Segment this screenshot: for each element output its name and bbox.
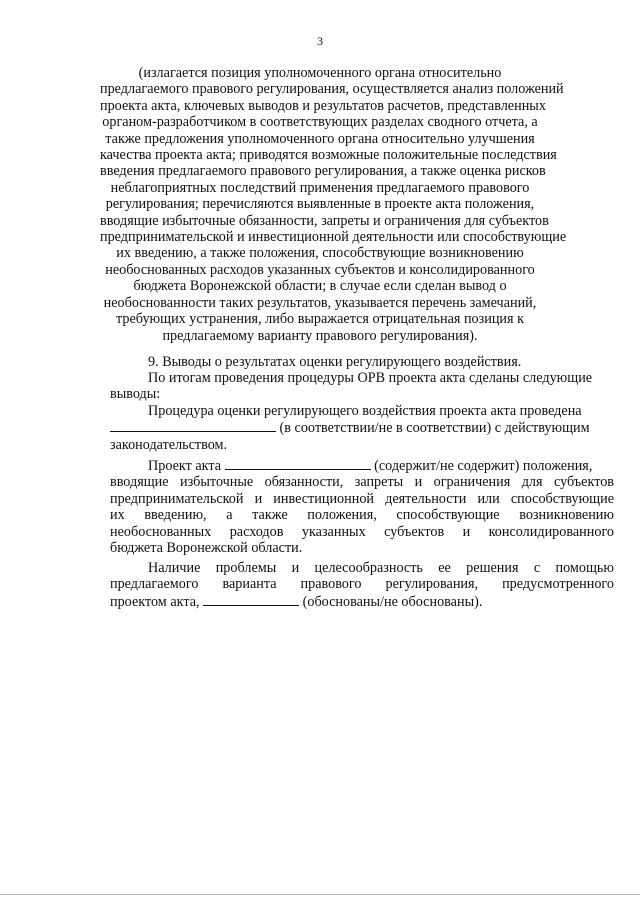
conclusions-intro-line: выводы: (110, 386, 161, 403)
page-number: 3 (317, 34, 323, 48)
note-line: вводящие избыточные обязанности, запреты и ограничения для субъектов (100, 212, 549, 229)
note-line: органом-разработчиком в соответствующих разделах сводного отчета, а (102, 114, 538, 131)
authority-position-note (100, 65, 567, 344)
note-line: неблагоприятных последствий применения предлагаемого правового (110, 179, 530, 196)
page-bottom-edge (0, 894, 640, 895)
project-act-conclusion (110, 457, 614, 556)
note-line: (излагается позиция уполномоченного органа относительно (138, 65, 502, 81)
procedure-line: законодательством. (110, 436, 228, 453)
note-line: введения предлагаемого правового регулирования, а также оценка рисков (100, 163, 546, 180)
procedure-line: Процедура оценки регулирующего воздействия проекта акта проведена (148, 403, 582, 419)
project-act-line: необоснованных расходов указанных субъектов и консолидированного (110, 523, 614, 540)
procedure-conclusion (110, 403, 614, 453)
note-line: их введению, а также положения, способствующие возникновению (116, 245, 524, 262)
note-line: качества проекта акта; приводятся возможные положительные последствия (100, 147, 557, 164)
problem-line: проектом акта, (обоснованы/не обоснованы). (110, 593, 483, 610)
note-line: регулирования; перечисляются выявленные в проекте акта положения, (105, 196, 535, 213)
section-9-heading-block (110, 354, 614, 370)
note-line: проекта акта, ключевых выводов и результатов расчетов, представленных (100, 97, 546, 114)
problem-line: предлагаемого варианта правового регулирования, предусмотренного (110, 576, 614, 593)
problem-conclusion (110, 560, 614, 610)
note-line: бюджета Воронежской области; в случае если сделан вывод о (133, 278, 507, 295)
project-act-line: их введению, а также положения, способствующие возникновению (110, 507, 614, 524)
section-heading: 9. Выводы о результатах оценки регулирующего воздействия. (148, 354, 522, 370)
conclusions-intro-line: По итогам проведения процедуры ОРВ проекта акта сделаны следующие (148, 370, 593, 386)
note-line: требующих устранения, либо выражается отрицательная позиция к (116, 311, 524, 328)
note-line: необоснованных расходов указанных субъектов и консолидированного (105, 261, 535, 278)
note-line: также предложения уполномоченного органа относительно улучшения (105, 130, 535, 147)
procedure-line: (в соответствии/не в соответствии) с действующим (110, 419, 614, 436)
compliance-blank (110, 419, 276, 432)
note-line: необоснованности таких результатов, указывается перечень замечаний, (103, 294, 537, 311)
conclusions-intro (110, 370, 614, 403)
note-line: предпринимательской и инвестиционной деятельности или способствующие (100, 229, 567, 246)
project-act-line: вводящие избыточные обязанности, запреты и ограничения для субъектов (110, 474, 614, 491)
project-act-line: Проект акта (содержит/не содержит) положения, (148, 458, 593, 474)
project-act-line: предпринимательской и инвестиционной деятельности или способствующие (110, 490, 614, 507)
note-line: предлагаемому варианту правового регулирования). (162, 327, 478, 344)
contains-blank (225, 457, 371, 470)
note-line: предлагаемого правового регулирования, осуществляется анализ положений (100, 81, 564, 98)
project-act-line: бюджета Воронежской области. (110, 540, 303, 557)
justified-blank (203, 593, 299, 606)
problem-line: Наличие проблемы и целесообразность ее решения с помощью (148, 560, 614, 576)
